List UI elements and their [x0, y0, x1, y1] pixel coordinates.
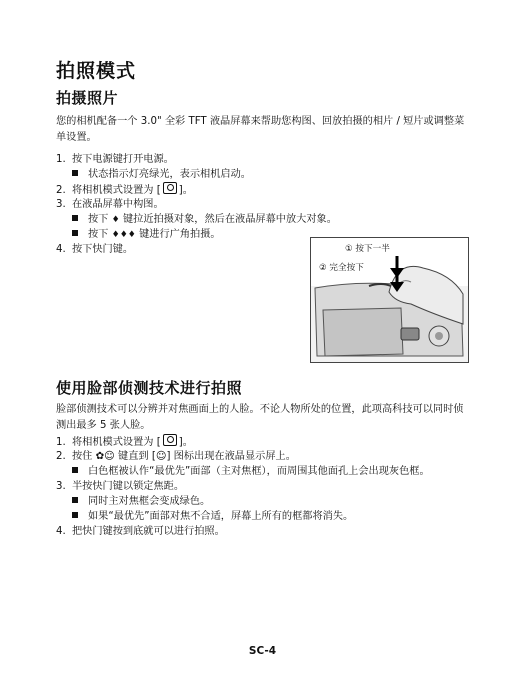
step-1-bullet: 状态指示灯亮绿光，表示相机启动。: [56, 167, 337, 182]
bullet-square-icon: [72, 512, 78, 518]
shutter-press-illustration: [310, 237, 469, 363]
section-heading-face-detection: 使用脸部侦测技术进行拍照: [56, 379, 243, 397]
step-3: 3. 在液晶屏幕中构图。: [56, 199, 164, 210]
bullet-square-icon: [72, 215, 78, 221]
full-press-caption: ② 完全按下: [319, 263, 364, 273]
wide-zoom-icon: ♦♦♦: [111, 230, 136, 240]
half-press-caption: ① 按下一半: [345, 244, 390, 254]
step-2: 2. 将相机模式设置为 [ ]。: [56, 182, 337, 197]
section-heading-take-photos: 拍摄照片: [56, 89, 119, 107]
macro-icon: ✿: [95, 451, 105, 462]
bullet-square-icon: [72, 467, 78, 473]
fd-step-3-bullet-green: 同时主对焦框会变成绿色。: [56, 494, 430, 509]
page-title: 拍照模式: [56, 60, 137, 82]
section1-intro: 您的相机配备一个 3.0" 全彩 TFT 液晶屏幕来帮助您构图、回放拍摄的相片 / 短片或调整菜单设置。: [56, 116, 465, 143]
fd-step-4: 4. 把快门键按到底就可以进行拍照。: [56, 526, 225, 537]
section2-intro: 脸部侦测技术可以分辨并对焦画面上的人脸。不论人物所处的位置，此项高科技可以同时侦测出最多 5 张人脸。: [56, 404, 464, 431]
tele-zoom-icon: ♦: [111, 215, 120, 225]
camera-mode-icon: [163, 434, 177, 446]
fd-step-1: 1. 将相机模式设置为 [ ]。: [56, 434, 430, 449]
fd-step-3: 3. 半按快门键以锁定焦距。: [56, 481, 185, 492]
fd-step-2-bullet: 白色框被认作“最优先”面部（主对焦框），而周围其他面孔上会出现灰色框。: [56, 464, 430, 479]
face-detect-icon: ☺: [104, 451, 115, 462]
camera-mode-icon: [163, 182, 177, 194]
step-1: 1. 按下电源键打开电源。: [56, 154, 174, 165]
fd-step-3-bullet-disappear: 如果“最优先”面部对焦不合适，屏幕上所有的框都将消失。: [56, 509, 430, 524]
fd-step-2: 2. 按住 ✿☺ 键直到 [☺] 图标出现在液晶显示屏上。: [56, 451, 296, 462]
section2-steps: [56, 434, 430, 539]
step-4: 4. 按下快门键。: [56, 244, 134, 255]
step-3-bullet-wide: 按下 ♦♦♦ 键进行广角拍摄。: [56, 227, 337, 242]
camera-hand-drawing: [311, 238, 468, 362]
face-detect-icon: ☺: [155, 451, 167, 462]
page-number: SC-4: [248, 645, 277, 657]
section1-steps: [56, 152, 337, 257]
bullet-square-icon: [72, 170, 78, 176]
bullet-square-icon: [72, 497, 78, 503]
step-3-bullet-zoom-in: 按下 ♦ 键拉近拍摄对象，然后在液晶屏幕中放大对象。: [56, 212, 337, 227]
bullet-square-icon: [72, 230, 78, 236]
